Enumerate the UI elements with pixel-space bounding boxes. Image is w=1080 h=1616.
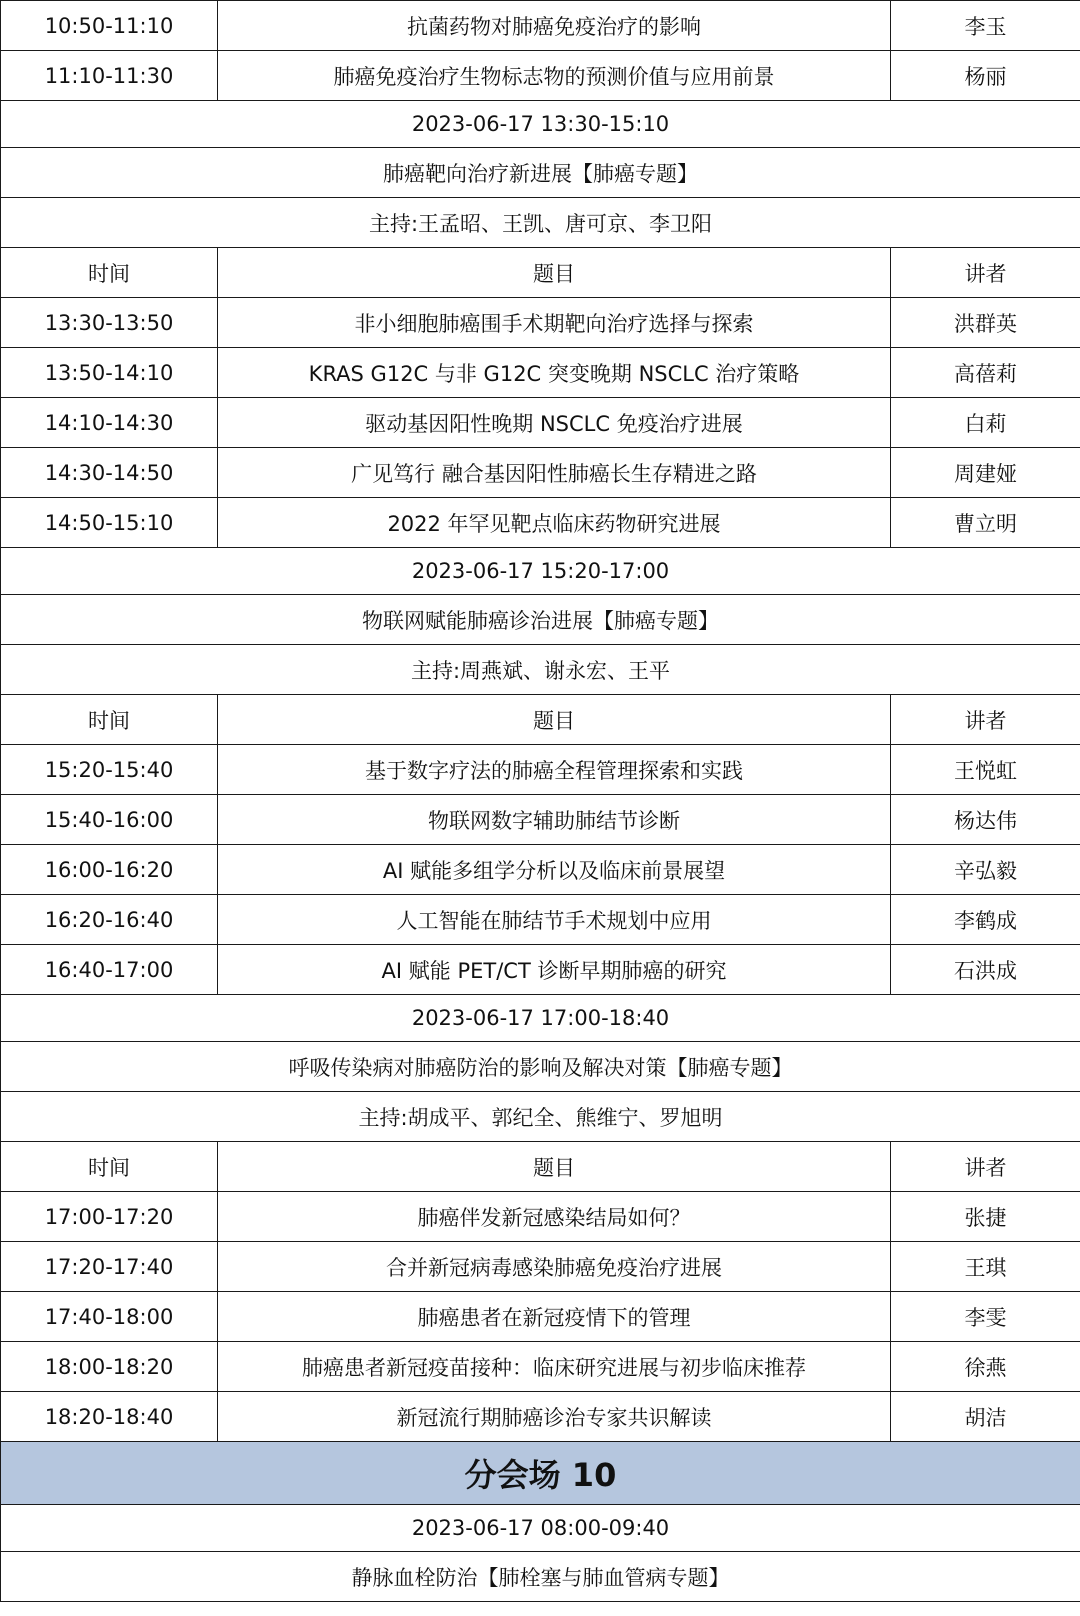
time-cell: 14:10-14:30: [1, 398, 218, 448]
time-cell: 17:40-18:00: [1, 1292, 218, 1342]
session-datetime: 2023-06-17 08:00-09:40: [1, 1505, 1080, 1552]
speaker-cell: 辛弘毅: [891, 845, 1080, 895]
time-cell: 13:50-14:10: [1, 348, 218, 398]
title-cell: 新冠流行期肺癌诊治专家共识解读: [218, 1392, 891, 1442]
session-topic: 物联网赋能肺癌诊治进展【肺癌专题】: [1, 595, 1080, 645]
session-topic: 肺癌靶向治疗新进展【肺癌专题】: [1, 148, 1080, 198]
time-cell: 11:10-11:30: [1, 51, 218, 101]
time-cell: 18:00-18:20: [1, 1342, 218, 1392]
table-row: [1, 945, 1080, 995]
table-row: [1, 1242, 1080, 1292]
speaker-cell: 王悦虹: [891, 745, 1080, 795]
speaker-cell: 李鹤成: [891, 895, 1080, 945]
title-cell: AI 赋能 PET/CT 诊断早期肺癌的研究: [218, 945, 891, 995]
time-cell: 17:00-17:20: [1, 1192, 218, 1242]
column-header-row: [1, 695, 1080, 745]
time-cell: 15:20-15:40: [1, 745, 218, 795]
title-cell: 物联网数字辅助肺结节诊断: [218, 795, 891, 845]
speaker-cell: 王琪: [891, 1242, 1080, 1292]
title-cell: KRAS G12C 与非 G12C 突变晚期 NSCLC 治疗策略: [218, 348, 891, 398]
session-datetime-row: [1, 548, 1080, 595]
time-cell: 16:00-16:20: [1, 845, 218, 895]
title-cell: 肺癌患者在新冠疫情下的管理: [218, 1292, 891, 1342]
time-cell: 16:20-16:40: [1, 895, 218, 945]
time-cell: 14:30-14:50: [1, 448, 218, 498]
session-datetime: 2023-06-17 13:30-15:10: [1, 101, 1080, 148]
table-row: [1, 51, 1080, 101]
hall-header-row: [1, 1442, 1080, 1505]
speaker-cell: 胡洁: [891, 1392, 1080, 1442]
speaker-cell: 杨达伟: [891, 795, 1080, 845]
header-title: 题目: [218, 1142, 891, 1192]
session-topic-row: [1, 1042, 1080, 1092]
title-cell: 非小细胞肺癌围手术期靶向治疗选择与探索: [218, 298, 891, 348]
table-row: [1, 1392, 1080, 1442]
title-cell: 合并新冠病毒感染肺癌免疫治疗进展: [218, 1242, 891, 1292]
title-cell: 肺癌免疫治疗生物标志物的预测价值与应用前景: [218, 51, 891, 101]
hall-title: 分会场 10: [1, 1442, 1080, 1505]
table-row: [1, 745, 1080, 795]
speaker-cell: 张捷: [891, 1192, 1080, 1242]
table-row: [1, 1292, 1080, 1342]
time-cell: 17:20-17:40: [1, 1242, 218, 1292]
header-time: 时间: [1, 1142, 218, 1192]
time-cell: 14:50-15:10: [1, 498, 218, 548]
session-chairs: 主持:周燕斌、谢永宏、王平: [1, 645, 1080, 695]
title-cell: AI 赋能多组学分析以及临床前景展望: [218, 845, 891, 895]
table-row: [1, 1192, 1080, 1242]
speaker-cell: 白莉: [891, 398, 1080, 448]
session-datetime: 2023-06-17 15:20-17:00: [1, 548, 1080, 595]
session-chairs: 主持:王孟昭、王凯、唐可京、李卫阳: [1, 198, 1080, 248]
table-row: [1, 398, 1080, 448]
speaker-cell: 周建娅: [891, 448, 1080, 498]
table-row: [1, 448, 1080, 498]
session-chairs-row: [1, 198, 1080, 248]
title-cell: 2022 年罕见靶点临床药物研究进展: [218, 498, 891, 548]
header-speaker: 讲者: [891, 248, 1080, 298]
title-cell: 肺癌患者新冠疫苗接种：临床研究进展与初步临床推荐: [218, 1342, 891, 1392]
table-row: [1, 895, 1080, 945]
title-cell: 驱动基因阳性晚期 NSCLC 免疫治疗进展: [218, 398, 891, 448]
session-datetime-row: [1, 995, 1080, 1042]
session-datetime: 2023-06-17 17:00-18:40: [1, 995, 1080, 1042]
time-cell: 13:30-13:50: [1, 298, 218, 348]
session-datetime-row: [1, 1505, 1080, 1552]
session-topic-row: [1, 595, 1080, 645]
time-cell: 10:50-11:10: [1, 1, 218, 51]
header-title: 题目: [218, 248, 891, 298]
session-topic: 呼吸传染病对肺癌防治的影响及解决对策【肺癌专题】: [1, 1042, 1080, 1092]
title-cell: 人工智能在肺结节手术规划中应用: [218, 895, 891, 945]
session-topic-row: [1, 148, 1080, 198]
speaker-cell: 李雯: [891, 1292, 1080, 1342]
header-time: 时间: [1, 695, 218, 745]
title-cell: 基于数字疗法的肺癌全程管理探索和实践: [218, 745, 891, 795]
column-header-row: [1, 248, 1080, 298]
session-datetime-row: [1, 101, 1080, 148]
header-speaker: 讲者: [891, 695, 1080, 745]
column-header-row: [1, 1142, 1080, 1192]
table-row: [1, 498, 1080, 548]
speaker-cell: 洪群英: [891, 298, 1080, 348]
session-chairs-row: [1, 645, 1080, 695]
header-speaker: 讲者: [891, 1142, 1080, 1192]
title-cell: 广见笃行 融合基因阳性肺癌长生存精进之路: [218, 448, 891, 498]
time-cell: 18:20-18:40: [1, 1392, 218, 1442]
session-topic-row: [1, 1552, 1080, 1602]
time-cell: 16:40-17:00: [1, 945, 218, 995]
session-chairs: 主持:胡成平、郭纪全、熊维宁、罗旭明: [1, 1092, 1080, 1142]
speaker-cell: 杨丽: [891, 51, 1080, 101]
table-row: [1, 298, 1080, 348]
time-cell: 15:40-16:00: [1, 795, 218, 845]
title-cell: 抗菌药物对肺癌免疫治疗的影响: [218, 1, 891, 51]
speaker-cell: 石洪成: [891, 945, 1080, 995]
table-row: [1, 1, 1080, 51]
speaker-cell: 李玉: [891, 1, 1080, 51]
table-row: [1, 845, 1080, 895]
table-row: [1, 1342, 1080, 1392]
header-title: 题目: [218, 695, 891, 745]
header-time: 时间: [1, 248, 218, 298]
speaker-cell: 曹立明: [891, 498, 1080, 548]
title-cell: 肺癌伴发新冠感染结局如何？: [218, 1192, 891, 1242]
session-topic: 静脉血栓防治【肺栓塞与肺血管病专题】: [1, 1552, 1080, 1602]
table-row: [1, 795, 1080, 845]
table-row: [1, 348, 1080, 398]
speaker-cell: 高蓓莉: [891, 348, 1080, 398]
speaker-cell: 徐燕: [891, 1342, 1080, 1392]
session-chairs-row: [1, 1092, 1080, 1142]
